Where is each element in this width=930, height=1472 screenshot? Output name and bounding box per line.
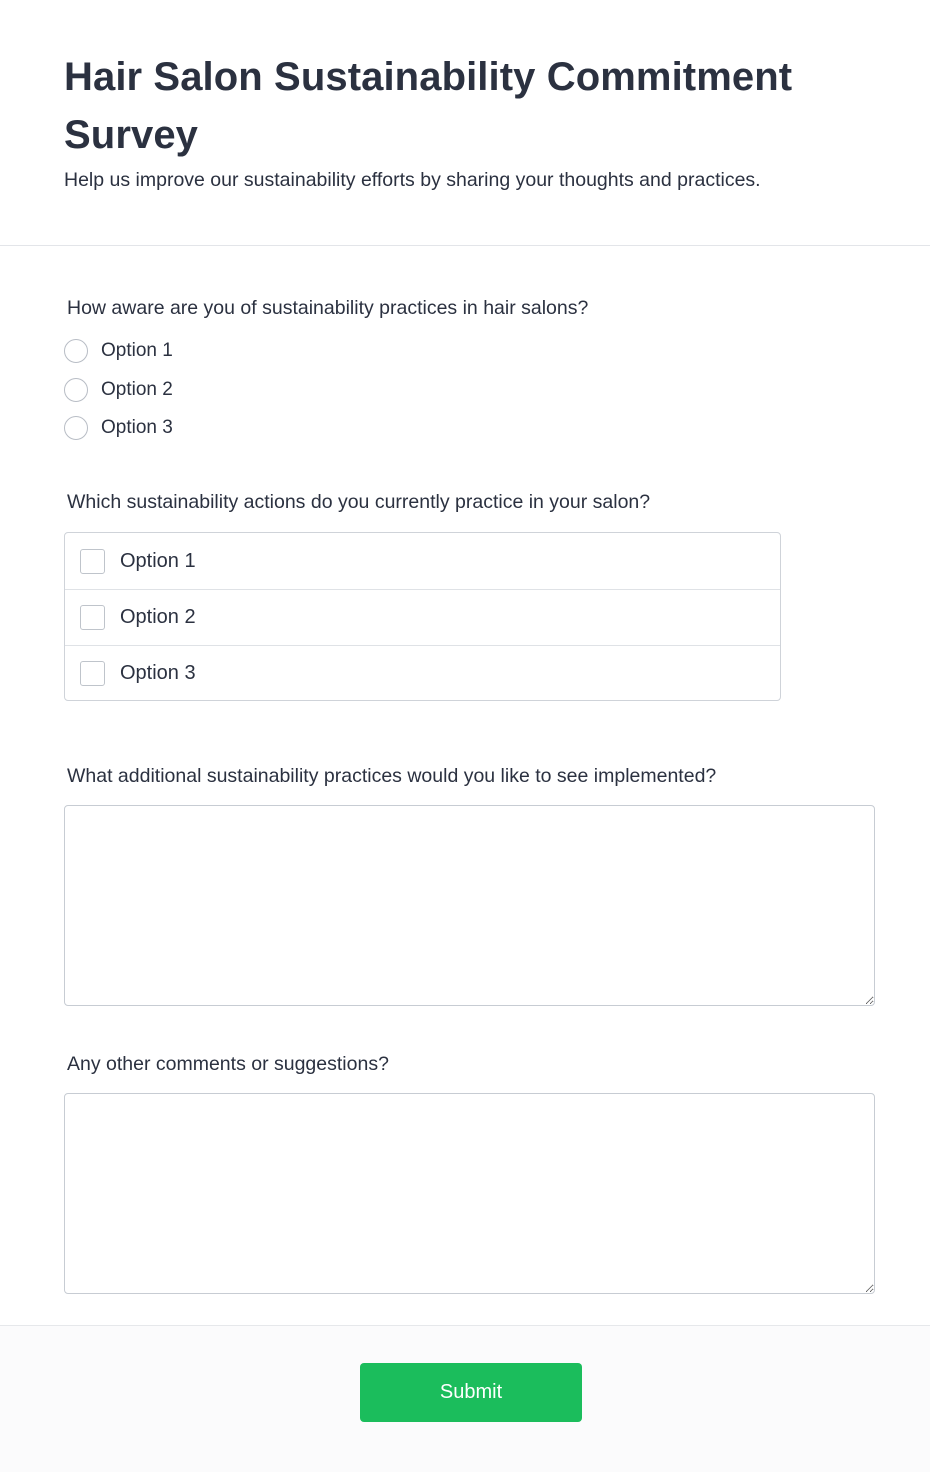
radio-option-2[interactable] (64, 376, 173, 404)
radio-option-3[interactable] (64, 414, 173, 442)
checkbox[interactable] (80, 605, 105, 630)
comments-textarea[interactable] (64, 1093, 875, 1294)
form-header (0, 0, 930, 246)
checkbox-option-3[interactable] (65, 645, 780, 701)
radio-option-label: Option 1 (101, 340, 173, 361)
page-subtitle: Help us improve our sustainability efforts by sharing your thoughts and practices. (64, 169, 761, 191)
checkbox-group (64, 532, 781, 701)
checkbox[interactable] (80, 661, 105, 686)
page-title: Hair Salon Sustainability Commitment Survey (64, 55, 793, 157)
radio-option-label: Option 2 (101, 379, 173, 400)
question-actions-label: Which sustainability actions do you currently practice in your salon? (67, 491, 651, 513)
checkbox-option-label: Option 2 (120, 606, 196, 628)
additional-practices-textarea[interactable] (64, 805, 875, 1006)
question-comments-label: Any other comments or suggestions? (67, 1053, 389, 1075)
radio-button[interactable] (64, 339, 88, 363)
checkbox[interactable] (80, 549, 105, 574)
checkbox-option-label: Option 1 (120, 549, 196, 572)
form-footer (0, 1325, 930, 1472)
radio-button[interactable] (64, 416, 88, 440)
checkbox-option-label: Option 3 (120, 662, 196, 684)
question-additional-practices-label: What additional sustainability practices would you like to see implemented? (67, 765, 717, 787)
radio-option-label: Option 3 (101, 417, 173, 438)
radio-button[interactable] (64, 378, 88, 402)
radio-option-1[interactable] (64, 337, 173, 365)
question-awareness-label: How aware are you of sustainability practices in hair salons? (67, 297, 589, 319)
checkbox-option-1[interactable] (65, 533, 780, 589)
submit-button[interactable]: Submit (360, 1363, 582, 1422)
checkbox-option-2[interactable] (65, 589, 780, 645)
